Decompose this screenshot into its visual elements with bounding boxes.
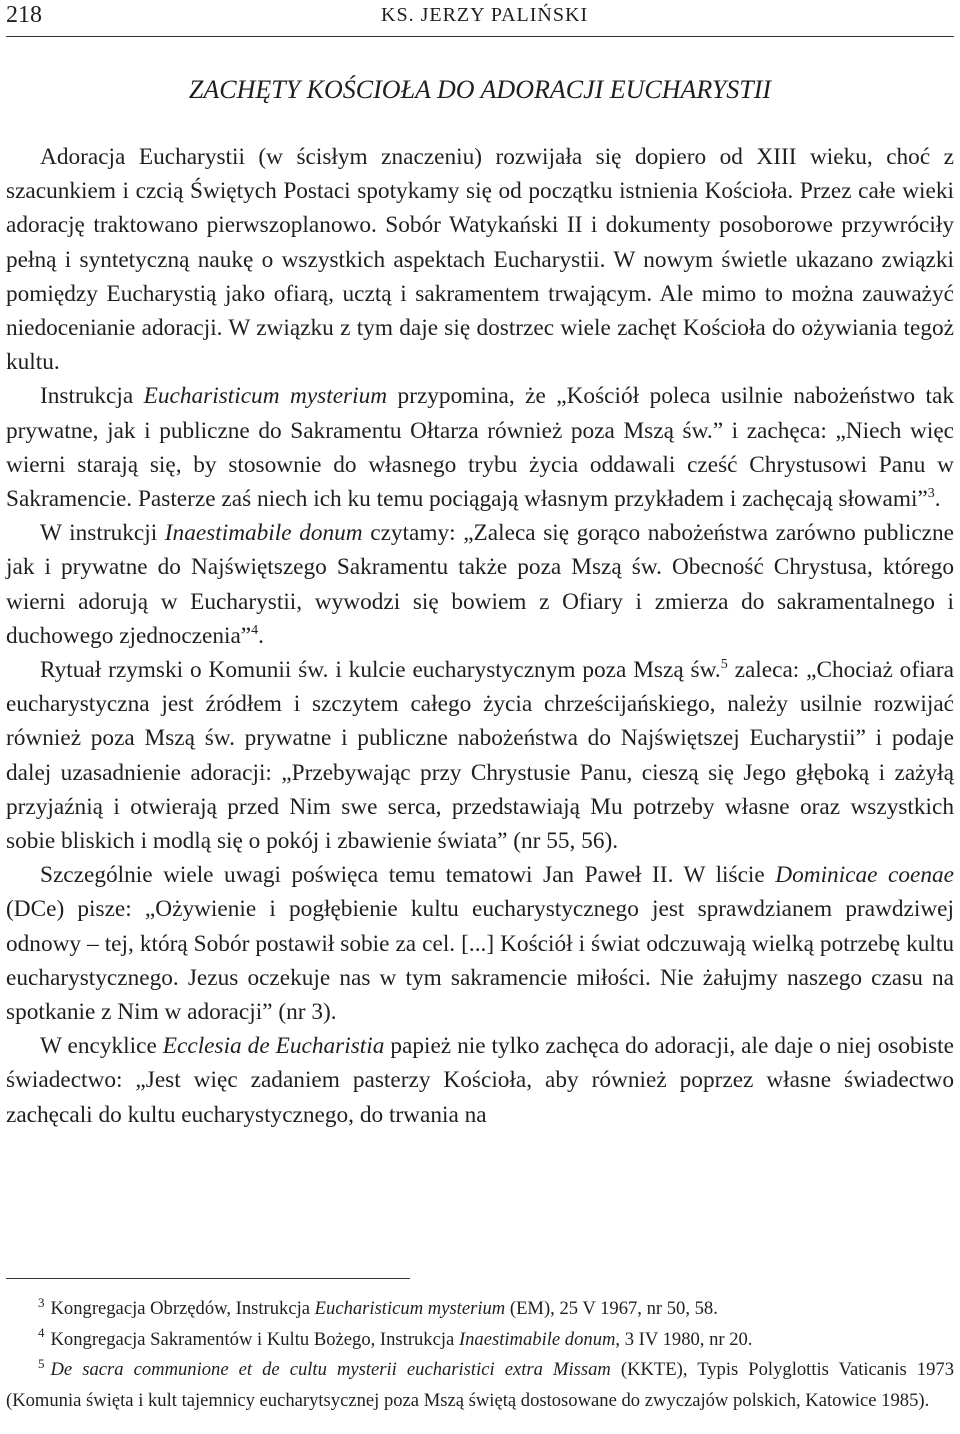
- paragraph-text: Rytuał rzymski o Komunii św. i kulcie eucharystycznym poza Mszą św.: [40, 657, 721, 684]
- paragraph-1: Adoracja Eucharystii (w ścisłym znaczeniu) rozwijała się dopiero od XIII wieku, choć z szacunkiem i czcią Świętych Postaci spotykamy się od początku istnienia Kościoła. Przez całe wieki adorację traktowano pierwszoplanowo. Sobór Watykański II i dokumenty posoborowe przywróciły pełną i syntetyczną naukę o wszystkich aspektach Eucharystii. W nowym świetle ukazano związki pomiędzy Eucharystią jako ofiarą, ucztą i sakramentem trwającym. Ale mimo to można zauważyć niedocenianie adoracji. W związku z tym daje się dostrzec wiele zachęt Kościoła do ożywiania tegoż kultu.: [6, 144, 954, 376]
- paragraph-3: [6, 516, 954, 653]
- paragraph-4: [6, 653, 954, 858]
- document-title: Dominicae coenae: [775, 862, 954, 889]
- footnote-text: (EM), 25 V 1967, nr 50, 58.: [505, 1298, 718, 1319]
- footnote-text: Kongregacja Sakramentów i Kultu Bożego, Instrukcja: [50, 1328, 459, 1350]
- paragraph-text: (DCe) pisze: „Ożywienie i pogłębienie kultu eucharystycznego jest sprawdzianem prawdziwej odnowy – tej, którą Sobór postawił sobie za cel. [...] Kościół i świat odczuwają wielką potrzebę kultu eucharystycznego. Jezus oczekuje nas w tym sakramencie miłości. Nie żałujmy naszego czasu na spotkanie z Nim w adoracji” (nr 3).: [6, 896, 954, 1026]
- paragraph-text: papież nie tylko zachęca do adoracji, ale daje o niej osobiste świadectwo: „Jest więc zadaniem pasterzy Kościoła, aby również poprzez własne świadectwo zachęcali do kultu eucharystycznego, do trwania na: [6, 1033, 954, 1128]
- footnote-number: 4: [38, 1325, 45, 1341]
- footnote-divider: [6, 1278, 410, 1279]
- paragraph-6: [6, 1029, 954, 1132]
- section-title: ZACHĘTY KOŚCIOŁA DO ADORACJI EUCHARYSTII: [188, 75, 772, 104]
- footnote-4: [6, 1325, 954, 1356]
- document-title: Ecclesia de Eucharistia: [162, 1033, 385, 1060]
- paragraph-text: W instrukcji: [40, 520, 165, 547]
- footnote-text: (KKTE), Typis Polyglottis Vaticanis 1973 (Komunia święta i kult tajemnicy eucharytsycznej poza Mszą świętą dostosowane do zwyczajów polskich, Katowice 1985).: [6, 1359, 954, 1411]
- paragraph-text: czytamy: „Zaleca się gorąco nabożeństwa zarówno publiczne jak i prywatne do Najświętszego Sakramentu także poza Mszą św. Obecność Chrystusa, którego wierni adorują w Eucharystii, wywodzi się bowiem z Ofiary i zmierza do sakramentalnego i duchowego zjednoczenia”: [6, 520, 954, 649]
- page-number: 218: [6, 2, 42, 28]
- paragraph-text: przypomina, że „Kościół poleca usilnie nabożeństwo tak prywatne, jak i publiczne do Sakramentu Ołtarza również poza Mszą św.” i zachęca: „Niech więc wierni starają się, by stosownie do własnego trybu życia oddawali cześć Chrystusowi Panu w Sakramencie. Pasterze zaś niech ich ku temu pociągają własnym przykładem i zachęcają słowami”: [6, 383, 954, 513]
- footnote-ref: 5: [720, 657, 728, 673]
- footnote-ref: 3: [927, 486, 935, 502]
- paragraph-text: W encyklice: [40, 1033, 163, 1060]
- footnote-text: Kongregacja Obrzędów, Instrukcja: [50, 1298, 315, 1319]
- footnote-5: [6, 1355, 954, 1416]
- paragraph-text: .: [258, 622, 264, 649]
- document-title: Inaestimabile donum: [164, 520, 363, 547]
- page-header: [6, 0, 954, 37]
- document-title: Eucharisticum mysterium: [143, 383, 388, 410]
- document-title: Inaestimabile donum: [458, 1328, 616, 1350]
- body-text: [6, 140, 954, 1132]
- footnote-number: 5: [38, 1355, 45, 1371]
- footnote-ref: 4: [251, 623, 259, 639]
- document-title: Eucharisticum mysterium: [314, 1298, 506, 1319]
- paragraph-text: .: [934, 486, 941, 513]
- paragraph-text: Szczególnie wiele uwagi poświęca temu tematowi Jan Paweł II. W liście: [40, 862, 776, 889]
- running-head: KS. JERZY PALIŃSKI: [381, 4, 589, 26]
- paragraph-2: [6, 379, 954, 516]
- footnote-text: , 3 IV 1980, nr 20.: [615, 1328, 753, 1350]
- paragraph-5: [6, 858, 954, 1029]
- document-title: De sacra communione et de cultu mysterii eucharistici extra Missam: [50, 1359, 611, 1380]
- footnote-number: 3: [38, 1294, 45, 1310]
- paragraph-text: Instrukcja: [40, 383, 144, 410]
- footnote-3: [6, 1294, 954, 1325]
- footnotes: [6, 1294, 954, 1416]
- paragraph-text: zaleca: „Chociaż ofiara eucharystyczna jest źródłem i szczytem całego życia chrześcijańskiego, należy usilnie rozwijać również poza Mszą św. prywatne i publiczne nabożeństwa do Najświętszej Eucharystii” i podaje dalej uzasadnienie adoracji: „Przebywając przy Chrystusie Panu, cieszą się Jego głęboką i zażyłą przyjaźnią i otwierają przed Nim swe serca, przedstawiają Mu potrzeby własne oraz wszystkich sobie bliskich i modlą się o pokój i zbawienie świata” (nr 55, 56).: [6, 657, 954, 855]
